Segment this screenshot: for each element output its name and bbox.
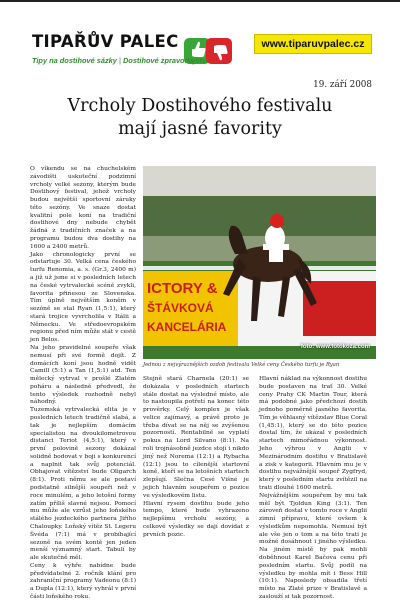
tagline-separator: |: [118, 56, 121, 65]
tagline-right: Dostihové zpravodajství: [122, 56, 208, 65]
headline-line-1: Vrcholy Dostihového festivalu: [67, 96, 333, 116]
left-paragraph-3: Na jeho pravidelné soupeře však nemusí při své formě dojít. Z domácích koní jsou hodně vidět Camill (5:1) a Tan (1,5:1) atd. Ten mělecký vytrval v prošlé Zlatém poháru a následně předvedl, že tento výsledek rozhodně nebyl náhodný.: [30, 344, 136, 406]
sign-text-1: ICTORY &: [147, 280, 218, 297]
sign-text-3: KANCELÁRIA: [147, 320, 227, 334]
article-column-left: [30, 166, 136, 602]
headline-line-2: mají jasné favority: [118, 119, 282, 139]
masthead: [32, 30, 372, 78]
left-paragraph-1: O víkendu se na chuchelském závodišti uskuteční podzimní vrcholy velké sezony, kterým bude Dostihový festival, jehož vrcholy budou největší sportovní záruky této sezóny. Ve snaze dostat kvalitní pole koní na tradiční dostihové dny nebude chybět žádná z tradičních značek a na programu budou dva dostihy na 1600 a 2400 metrů.: [30, 166, 136, 250]
site-logo[interactable]: [32, 32, 232, 76]
race-photo: [143, 166, 376, 359]
left-paragraph-4: Tuzemská vytrvalecká elita je v posledních letech tradičně slabá, a tak je nejlepším domácím specialistou na dvoukilometrovou distanci Teriot (4,5:1), který v první polovině sezony dokázal solidně bodovat v boji s konkurencí a naplnit tak svůj potenciál. Obhajovat vítězství bude Oligarch (8:1). Proti němu se ale postaví podstatně silnější soupeři než v roce minulém, a jeho letošní formy zatím příliš slavné nejsou. Pomocí mu může ale vzrůst jeho loňského stálého jezdeckého partnera Jiřího Chaloupky. Loňský vítěz St. Legeru Švéda (7:1) má v probíhající sezoně na svém kontě jen jeden menší významný start. Tabulí by ale skutečně měl.: [30, 407, 136, 562]
photo-watermark: foto: www.fotokoza.com: [300, 344, 370, 350]
logo-name: TIPAŘŮV PALEC: [32, 32, 179, 51]
photo-caption: Jednou z nejvýraznějších ozdob festivalu Velké ceny Českého turfu je Ryan: [143, 362, 340, 368]
left-paragraph-5: Ceny k výhře nabídne bude předvídatelné 2. ročník klání pro zahraniční programy Vadeonu (8:1) a Dupla (12:1), který vyhrál v první části loňského roku.: [30, 562, 136, 600]
middle-paragraph-2: Hlavní rysem dostihu bude jeho tempo, které bude vyhrazeno nejlepšímu vrcholu sezóny, a celkové výsledky se dají dovídat z prvních pozic.: [143, 500, 249, 538]
middle-paragraph-1: Stejně stará Charnela (20:1) se dokázala v posledních startech stále dostat na výsledné místo, ale to nastoupila potřetí na konec této prověrky. Celý komplex je však velice zajímavý, a právě proto je třeba dívat se na něj se zvýšenou pozorností. Rentabilně se vyplatí pokus na Lord Silvano (8:1). Na roli trojnásobně jezdce stojí i nikdo jiný než Norema (12:1) a Rybacha (12:1) jsou to cílenější startovní koně, kteří se na letošních startech zlepšují. Slečna Cesé Višné je jejich hlavním soupeřem o pozice ve výsledkovém listu.: [143, 376, 249, 499]
article-column-middle: [143, 376, 249, 539]
left-paragraph-2: Jako chronologicky první se odstartuje 30. Velká cena českého turfu Renomia, a. s. (Gr.3, 2400 m) a již už jsme si v posledních letech na české vytrvalecké scéně zvykli, favorita přinesou ze Slovenska. Tím úplně největším koněm v sezóně se stal Ryan (1,5:1), který stará trojice vyvrcholila v Itálii a Německu. Ve středoevropském regionu před ním může stát v cestě jen Belos.: [30, 251, 136, 344]
article-headline: [26, 95, 374, 141]
race-photo-graphic: [143, 166, 376, 359]
issue-date: 19. září 2008: [313, 80, 372, 90]
top-rule: [0, 0, 400, 2]
right-paragraph-2: Nejvážnějším soupeřem by mu tak měl být Tjoldun King (3:1). Ten zároveň dostal v tomto roce v Anglii zimní přípravu, které ovšem k výsledkům nepomohla. Nemusí být ale vše jen o tom a na této trati je možné dosáhnout i jiného výsledku. Na jiném místě by pak mohli doběhnout Karel Bačova cenu při posledním startu. Svůj podíl na výsledku by mohla mít i Bess Hill (10:1). Naposledy obsadila třetí místo na Zlaté prize v Bratislavě a zaslouží si tak pozornost.: [259, 492, 367, 600]
tagline-left: Tipy na dostihové sázky: [32, 56, 117, 65]
right-paragraph-1: Hlavní náklad na výkonnost dostihu bude postaven na trať 30. Velké ceny Prahy CK Martin Tour, která má podobné jako předchozí dostih jednoho poměrně jasného favorita. Tím je věhlasný vítězslav Blue Coral (1,45:1), který se do této pozice dostal tím, že ukázal v posledních startech mimořádnou výkonnost. Jeho výhrou v Anglii v Mezinárodním dostihu v Bratislavě a zisk v kategorii. Hlavním mu je v dostihu nejvážnější soupeř Zygfryd, který v posledním startu zvítězil na trati dlouhé 1600 metrů.: [259, 376, 367, 491]
site-url-badge[interactable]: www.tiparuvpalec.cz: [254, 34, 372, 54]
sign-text-2: ŠTÁVKOVÁ: [147, 301, 214, 315]
article-column-right: [259, 376, 367, 602]
logo-tagline: [32, 56, 208, 65]
